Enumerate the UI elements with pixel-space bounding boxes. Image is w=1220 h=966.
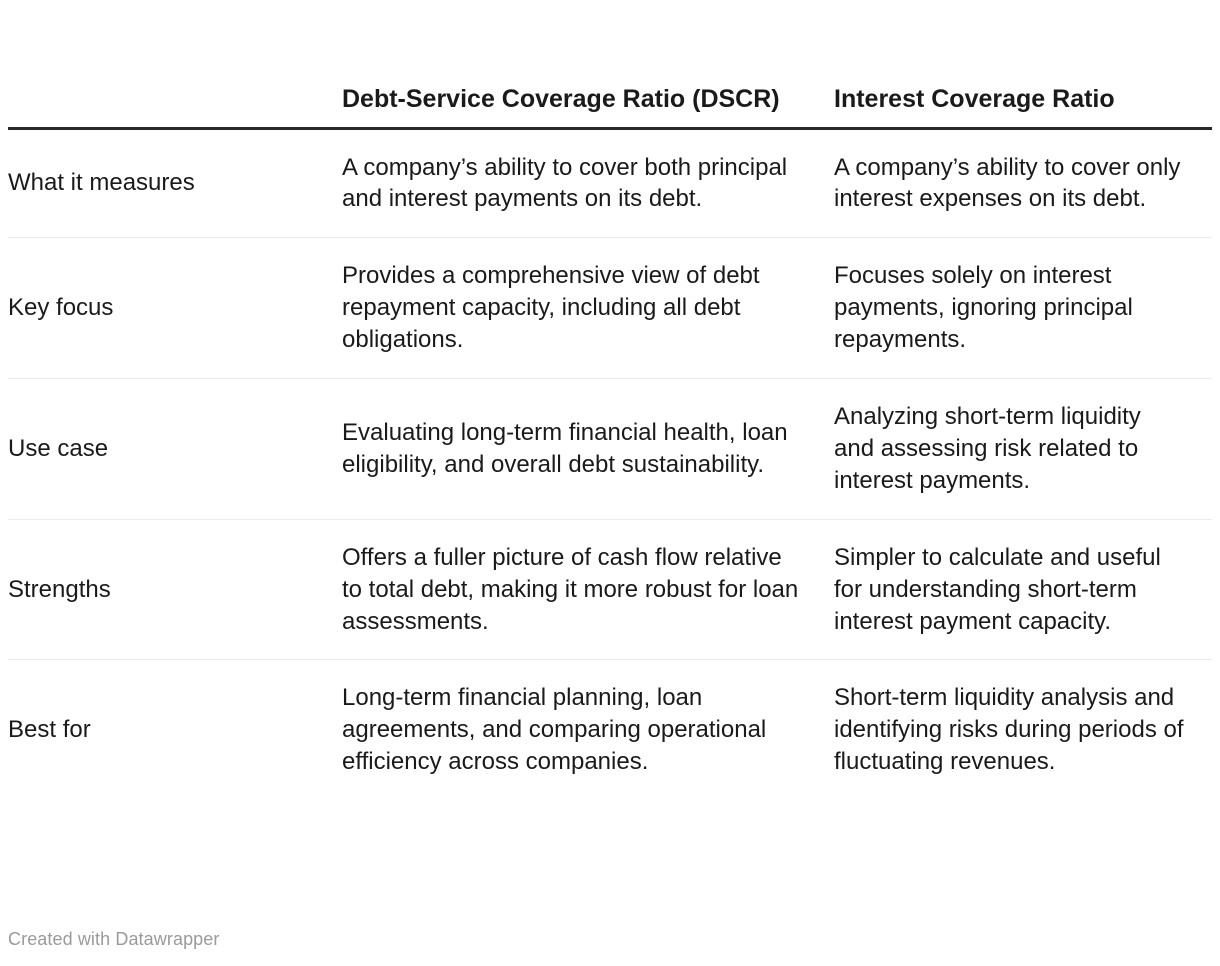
cell-dscr: Provides a comprehensive view of debt repayment capacity, including all debt obligations. (342, 238, 834, 379)
row-label: Use case (8, 379, 342, 520)
table-body (8, 128, 1212, 800)
table-header (8, 0, 1212, 128)
cell-icr: Focuses solely on interest payments, ignoring principal repayments. (834, 238, 1212, 379)
column-header-dscr: Debt-Service Coverage Ratio (DSCR) (342, 0, 834, 128)
table-row (8, 379, 1212, 520)
row-label: Key focus (8, 238, 342, 379)
cell-icr: Short-term liquidity analysis and identifying risks during periods of fluctuating revenues. (834, 684, 1184, 776)
table-row (8, 238, 1212, 379)
cell-dscr: A company’s ability to cover both principal and interest payments on its debt. (342, 128, 834, 238)
table-row (8, 128, 1212, 238)
cell-dscr: Long-term financial planning, loan agreements, and comparing operational efficiency across companies. (342, 684, 767, 776)
cell-icr: A company’s ability to cover only interest expenses on its debt. (834, 128, 1212, 238)
cell-dscr: Offers a fuller picture of cash flow relative to total debt, making it more robust for loan assessments. (342, 519, 834, 660)
cell-dscr: Evaluating long-term financial health, loan eligibility, and overall debt sustainability. (342, 379, 834, 520)
comparison-table (8, 0, 1212, 800)
table-row (8, 519, 1212, 660)
cell-icr: Simpler to calculate and useful for understanding short-term interest payment capacity. (834, 519, 1212, 660)
column-header-label (8, 0, 342, 128)
row-label: Best for (8, 716, 91, 744)
column-header-icr: Interest Coverage Ratio (834, 0, 1212, 128)
table-row (8, 660, 1212, 800)
datawrapper-credit[interactable]: Created with Datawrapper (8, 929, 220, 949)
header-row (8, 0, 1212, 128)
cell-icr: Analyzing short-term liquidity and assessing risk related to interest payments. (834, 379, 1212, 520)
row-label: Strengths (8, 519, 342, 660)
row-label: What it measures (8, 128, 342, 238)
